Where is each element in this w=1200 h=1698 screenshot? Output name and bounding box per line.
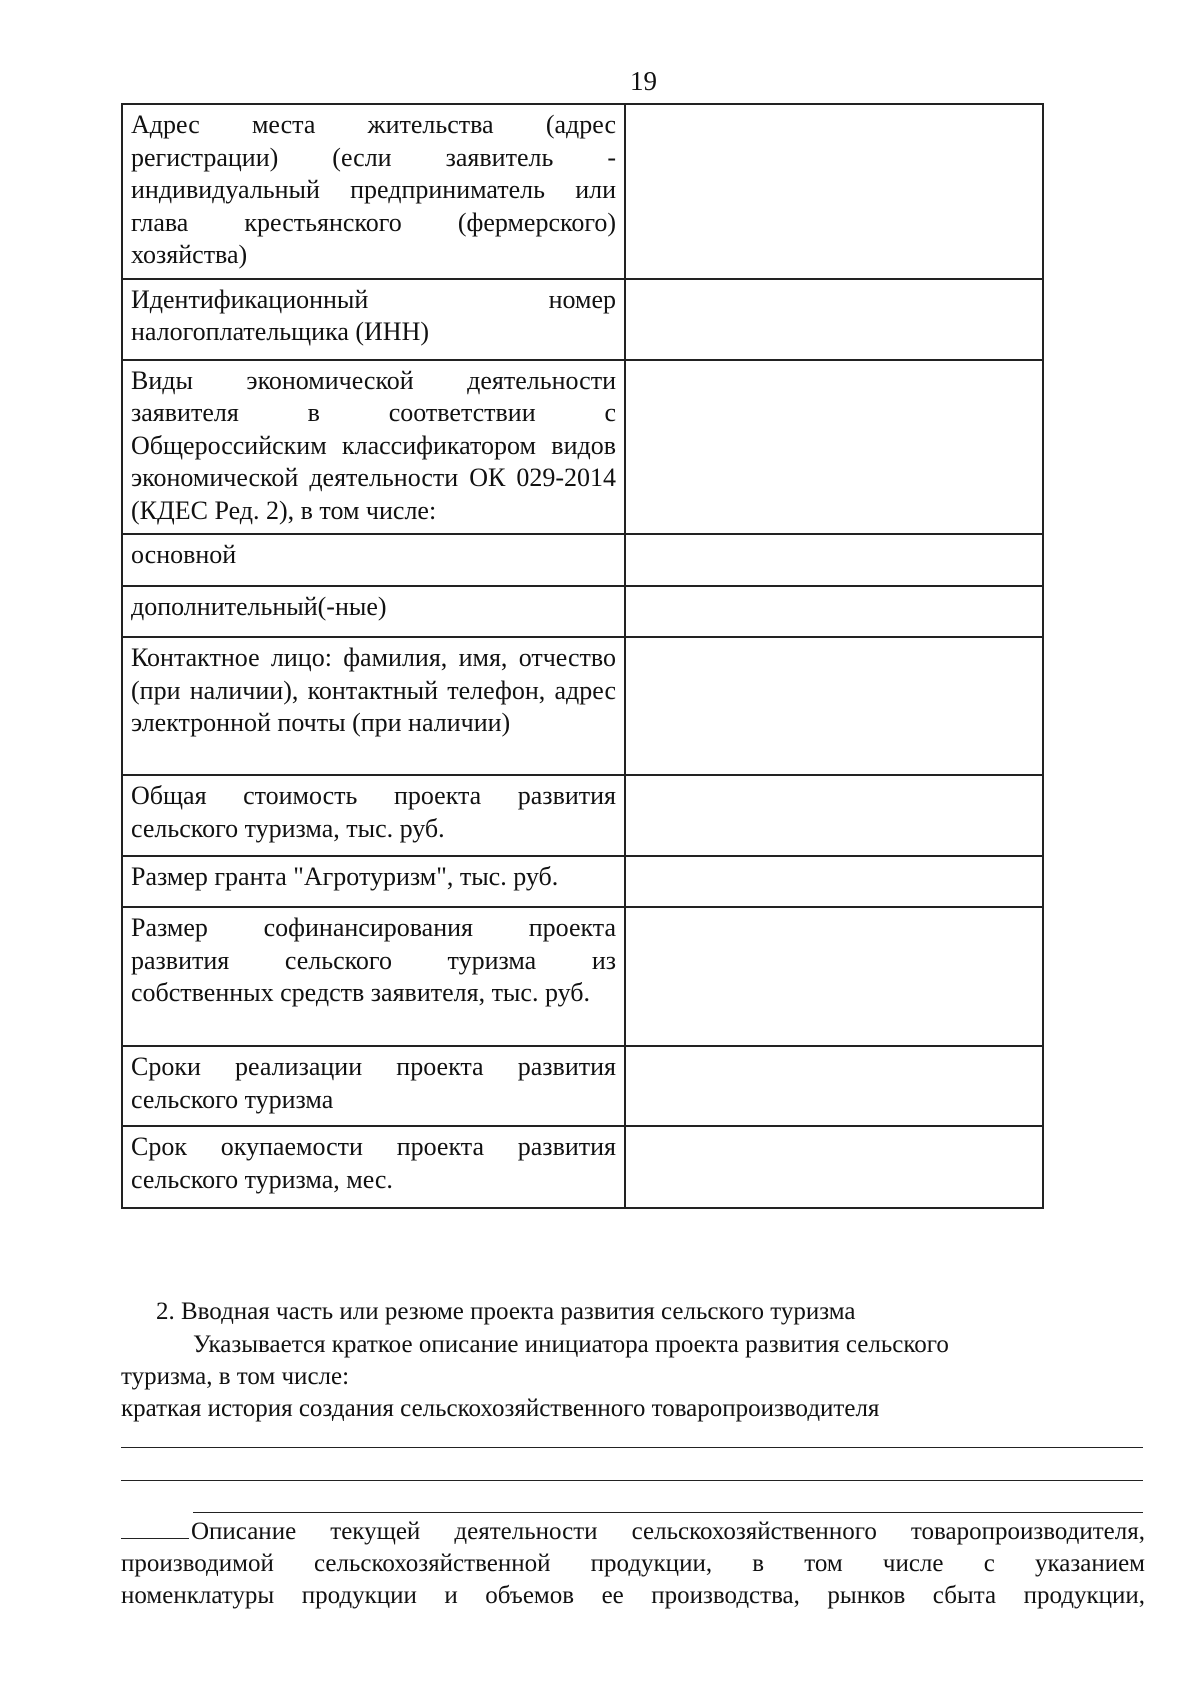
table-row-implementation-period xyxy=(122,1046,1043,1126)
fill-in-line-2[interactable] xyxy=(121,1480,1143,1481)
activity-types-label: Виды экономической деятельности заявителя в соответствии с Общероссийским классификатором видов экономической деятельности ОК 029-2014 (КДЕС Ред. 2), в том числе: xyxy=(122,360,625,535)
address-value-cell[interactable] xyxy=(625,104,1043,279)
main-activity-label: основной xyxy=(122,534,625,586)
additional-activity-label: дополнительный(-ные) xyxy=(122,586,625,637)
payback-period-value-cell[interactable] xyxy=(625,1126,1043,1208)
table-row-grant-amount xyxy=(122,856,1043,907)
cofinancing-label: Размер софинансирования проекта развития сельского туризма из собственных средств заявителя, тыс. руб. xyxy=(122,907,625,1046)
table-row-contact-person xyxy=(122,637,1043,775)
implementation-period-label: Сроки реализации проекта развития сельского туризма xyxy=(122,1046,625,1126)
indent-blank[interactable] xyxy=(121,1516,189,1539)
description-line-3: номенклатуры продукции и объемов ее производства, рынков сбыта продукции, xyxy=(121,1582,1145,1609)
main-activity-value-cell[interactable] xyxy=(625,534,1043,586)
section-2-intro-line-2: туризма, в том числе: xyxy=(121,1363,350,1390)
activity-types-value-cell[interactable] xyxy=(625,360,1043,535)
table-row-activity-types xyxy=(122,360,1043,535)
contact-person-label: Контактное лицо: фамилия, имя, отчество (при наличии), контактный телефон, адрес электронной почты (при наличии) xyxy=(122,637,625,775)
activity-description-paragraph xyxy=(121,1516,1145,1612)
table-row-inn xyxy=(122,279,1043,360)
page-number: 19 xyxy=(630,66,657,96)
inn-value-cell[interactable] xyxy=(625,279,1043,360)
implementation-period-value-cell[interactable] xyxy=(625,1046,1043,1126)
cofinancing-value-cell[interactable] xyxy=(625,907,1043,1046)
address-label: Адрес места жительства (адрес регистрации) (если заявитель - индивидуальный предприниматель или глава крестьянского (фермерского) хозяйства) xyxy=(122,104,625,279)
total-cost-value-cell[interactable] xyxy=(625,775,1043,856)
total-cost-label: Общая стоимость проекта развития сельского туризма, тыс. руб. xyxy=(122,775,625,856)
application-form-table xyxy=(121,103,1044,1209)
table-row-main-activity xyxy=(122,534,1043,586)
table-row-payback-period xyxy=(122,1126,1043,1208)
fill-in-line-1[interactable] xyxy=(121,1447,1143,1448)
section-2-heading: 2. Вводная часть или резюме проекта развития сельского туризма xyxy=(156,1298,856,1325)
description-line-1-text: Описание текущей деятельности сельскохозяйственного товаропроизводителя, xyxy=(191,1518,1145,1545)
history-label: краткая история создания сельскохозяйственного товаропроизводителя xyxy=(121,1395,880,1422)
table-row-additional-activity xyxy=(122,586,1043,637)
contact-person-value-cell[interactable] xyxy=(625,637,1043,775)
description-line-2: производимой сельскохозяйственной продукции, в том числе с указанием xyxy=(121,1550,1145,1577)
grant-amount-label: Размер гранта "Агротуризм", тыс. руб. xyxy=(122,856,625,907)
table-row-total-cost xyxy=(122,775,1043,856)
description-line-1 xyxy=(121,1516,1145,1548)
payback-period-label: Срок окупаемости проекта развития сельского туризма, мес. xyxy=(122,1126,625,1208)
additional-activity-value-cell[interactable] xyxy=(625,586,1043,637)
section-2-intro-line-1: Указывается краткое описание инициатора проекта развития сельского xyxy=(193,1331,949,1358)
inn-label: Идентификационный номер налогоплательщика (ИНН) xyxy=(122,279,625,360)
table-row-address xyxy=(122,104,1043,279)
fill-in-line-3[interactable] xyxy=(193,1512,1143,1513)
table-row-cofinancing xyxy=(122,907,1043,1046)
grant-amount-value-cell[interactable] xyxy=(625,856,1043,907)
